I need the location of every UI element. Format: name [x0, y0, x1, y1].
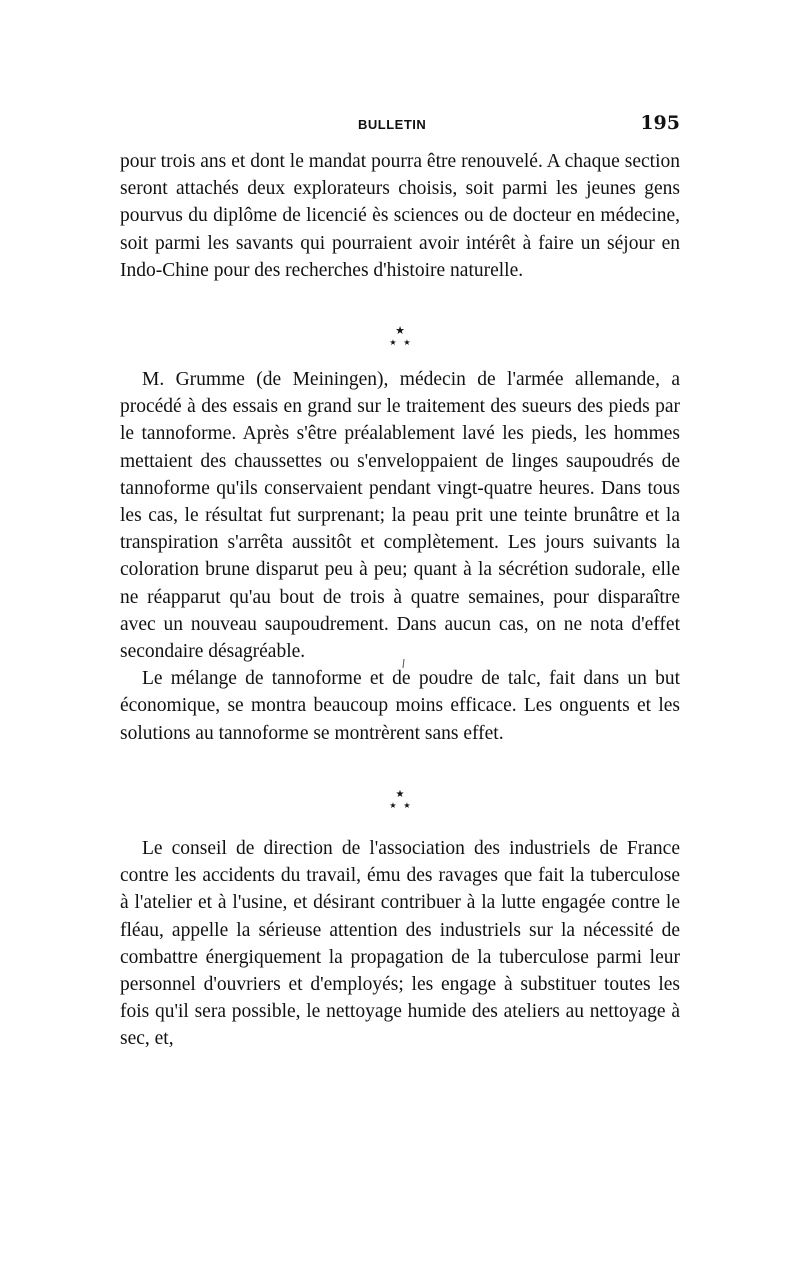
ink-speck	[402, 654, 405, 664]
paragraph-continuation: pour trois ans et dont le mandat pourra être renouvelé. A chaque section seront attachés deux explorateurs choisis, soit parmi les jeunes gens pourvus du diplôme de licencié ès sciences ou de docteur en médecine, soit parmi les savants qui pourraient avoir intérêt à faire un séjour en Indo-Chine pour des recherches d'histoire naturelle.	[120, 151, 680, 281]
svg-text:★: ★	[403, 338, 411, 347]
speck-mark	[402, 659, 405, 669]
svg-text:★: ★	[395, 324, 405, 337]
text-block-3	[120, 835, 680, 1053]
running-head: BULLETIN	[358, 117, 427, 132]
text-block-2	[120, 366, 680, 747]
svg-text:★: ★	[395, 789, 405, 800]
asterism-ornament	[378, 323, 422, 349]
svg-text:★: ★	[403, 801, 411, 810]
text-block-1	[120, 148, 680, 284]
page-header	[120, 112, 680, 142]
svg-text:★: ★	[389, 338, 397, 347]
asterism-icon	[378, 323, 422, 349]
asterism-ornament-2	[378, 786, 422, 812]
svg-text:★: ★	[389, 801, 397, 810]
page-number: 195	[640, 112, 680, 134]
paragraph-talc: Le mélange de tannoforme et de poudre de talc, fait dans un but économique, se montra beaucoup moins efficace. Les onguents et les solutions au tannoforme se montrèrent sans effet.	[120, 668, 680, 744]
asterism-icon-2	[378, 786, 422, 812]
paragraph-tuberculose: Le conseil de direction de l'association des industriels de France contre les accidents du travail, ému des ravages que fait la tuberculose à l'atelier et à l'usine, et désirant contribuer à la lutte engagée contre le fléau, appelle la sérieuse attention des industriels sur la nécessité de combattre énergiquement la propagation de la tuberculose parmi leur personnel d'ouvriers et d'employés; les engage à substituer toutes les fois qu'il sera possible, le nettoyage humide des ateliers au nettoyage à sec, et,	[120, 838, 680, 1050]
paragraph-grumme: M. Grumme (de Meiningen), médecin de l'armée allemande, a procédé à des essais en grand sur le traitement des sueurs des pieds par le tannoforme. Après s'être préalablement lavé les pieds, les hommes mettaient des chaussettes ou s'enveloppaient de linges saupoudrés de tannoforme qu'ils conservaient pendant vingt-quatre heures. Dans tous les cas, le résultat fut surprenant; la peau prit une teinte brunâtre et la transpiration s'arrêta aussitôt et complètement. Les jours suivants la coloration brune disparut peu à peu; quant à la sécrétion sudorale, elle ne réapparut qu'au bout de trois à quatre semaines, pour disparaître avec un nouveau saupoudrement. Dans aucun cas, on ne nota d'effet secondaire désagréable.	[120, 369, 680, 663]
